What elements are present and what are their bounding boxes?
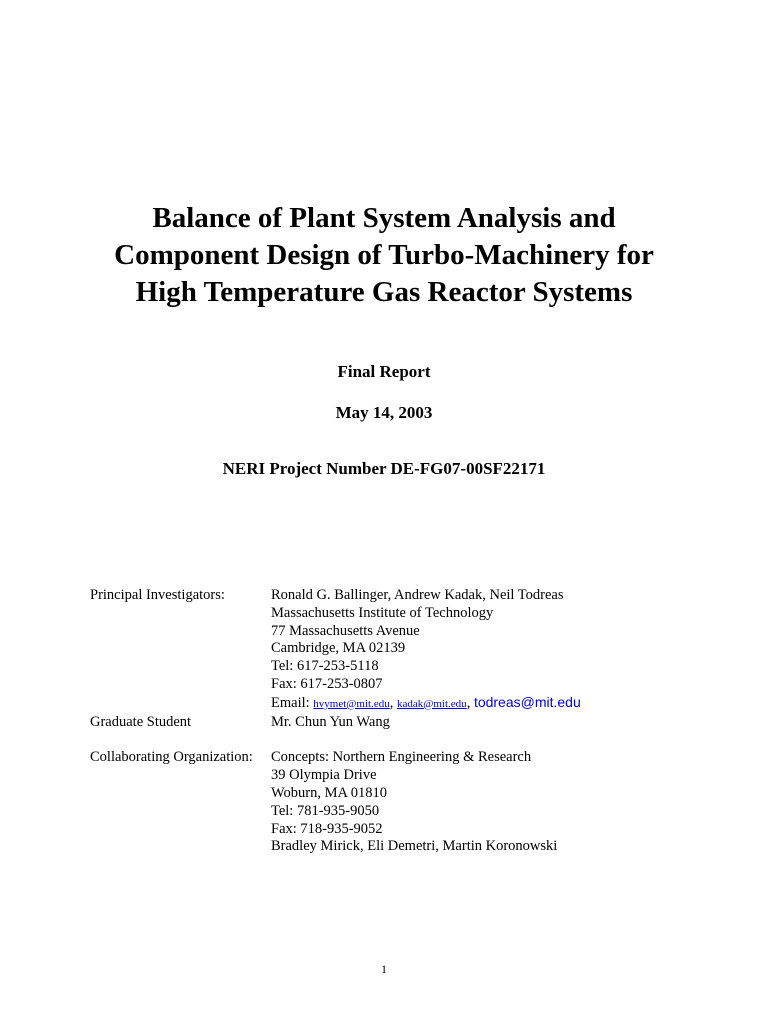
pi-email-line bbox=[271, 694, 581, 714]
pi-city: Cambridge, MA 02139 bbox=[271, 640, 406, 657]
co-name: Concepts: Northern Engineering & Research bbox=[271, 749, 532, 766]
co-city: Woburn, MA 01810 bbox=[271, 784, 388, 801]
co-contacts: Bradley Mirick, Eli Demetri, Martin Koronowski bbox=[271, 838, 558, 855]
collaborating-organization-row bbox=[90, 749, 581, 856]
principal-investigators-row bbox=[90, 587, 581, 714]
project-number: NERI Project Number DE-FG07-00SF22171 bbox=[222, 459, 546, 478]
pi-names: Ronald G. Ballinger, Andrew Kadak, Neil Todreas bbox=[271, 587, 564, 603]
contact-info-block bbox=[90, 587, 581, 856]
email-separator: , bbox=[466, 694, 471, 711]
email-separator: , bbox=[389, 694, 394, 711]
email-link-todreas[interactable]: todreas@mit.edu bbox=[473, 693, 581, 710]
pi-tel: Tel: 617-253-5118 bbox=[271, 658, 379, 675]
graduate-student-row bbox=[90, 714, 581, 732]
title-line-1: Balance of Plant System Analysis and bbox=[152, 202, 616, 234]
report-subtitle: Final Report bbox=[337, 362, 431, 381]
co-fax: Fax: 718-935-9052 bbox=[271, 820, 383, 837]
email-link-kadak[interactable]: kadak@mit.edu bbox=[396, 697, 467, 710]
pi-email-label: Email: bbox=[271, 694, 310, 711]
pi-fax: Fax: 617-253-0807 bbox=[271, 675, 383, 692]
co-tel: Tel: 781-935-9050 bbox=[271, 802, 380, 819]
page-number: 1 bbox=[381, 962, 387, 976]
email-link-hvymet[interactable]: hvymet@mit.edu bbox=[313, 697, 390, 710]
report-date: May 14, 2003 bbox=[335, 403, 433, 422]
graduate-student-name: Mr. Chun Yun Wang bbox=[271, 713, 390, 730]
title-line-3: High Temperature Gas Reactor Systems bbox=[135, 276, 633, 308]
collaborating-organization-label: Collaborating Organization: bbox=[90, 749, 253, 766]
section-spacer bbox=[90, 731, 581, 749]
pi-institution: Massachusetts Institute of Technology bbox=[271, 604, 494, 621]
co-street: 39 Olympia Drive bbox=[271, 767, 377, 784]
graduate-student-label: Graduate Student bbox=[90, 713, 192, 730]
principal-investigators-details bbox=[271, 587, 581, 714]
report-title bbox=[0, 200, 768, 311]
principal-investigators-label: Principal Investigators: bbox=[90, 587, 225, 603]
title-line-2: Component Design of Turbo-Machinery for bbox=[114, 239, 654, 271]
pi-street: 77 Massachusetts Avenue bbox=[271, 622, 420, 639]
collaborating-organization-details bbox=[271, 749, 581, 856]
